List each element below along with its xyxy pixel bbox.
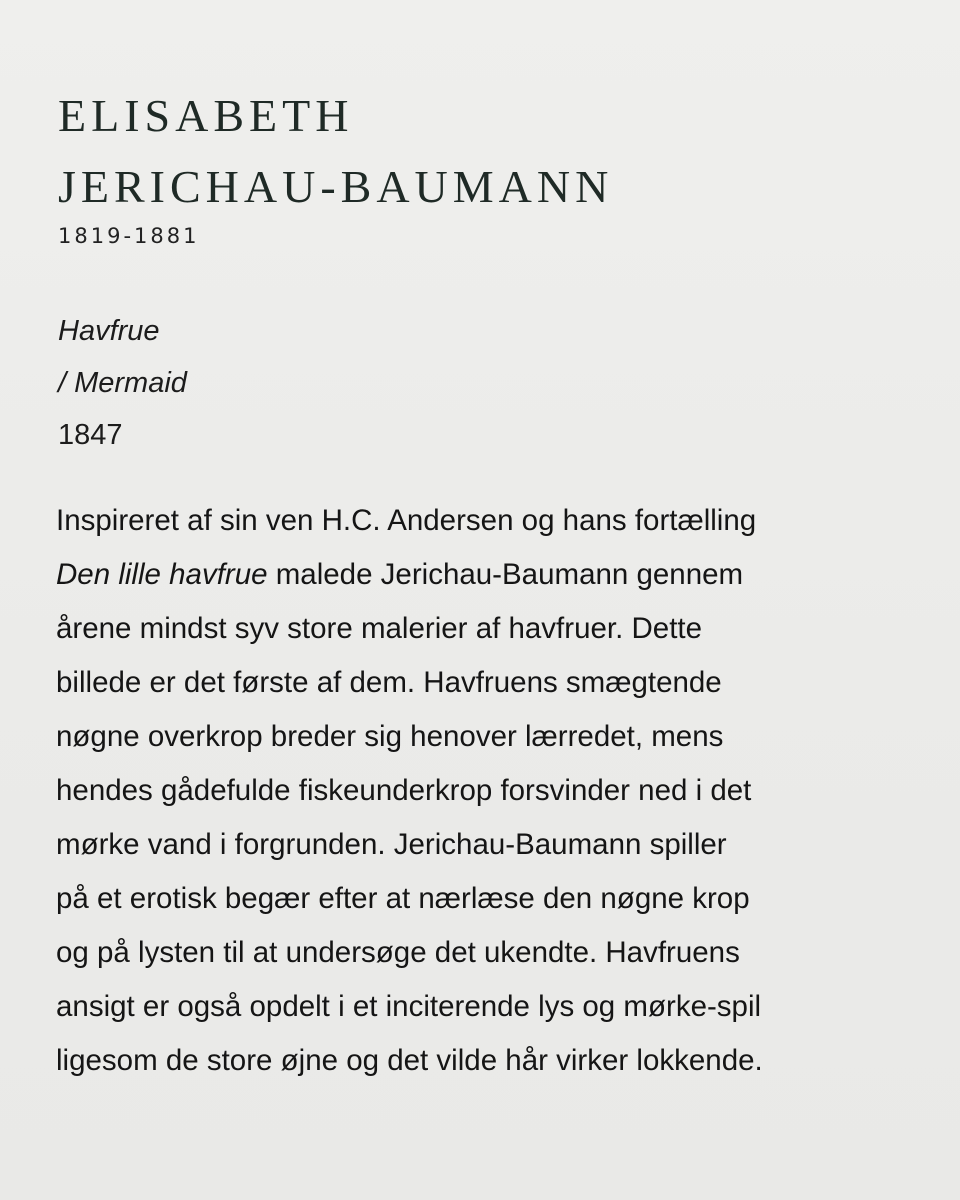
description-line: mørke vand i forgrunden. Jerichau-Baumann spiller [56,828,727,861]
description-line: Inspireret af sin ven H.C. Andersen og hans fortælling [56,504,757,537]
description-line: ligesom de store øjne og det vilde hår virker lokkende. [56,1044,763,1077]
description-line: årene mindst syv store malerier af havfruer. Dette [56,612,702,645]
description-line [56,548,936,602]
artist-name-line2: JERICHAU-BAUMANN [58,161,614,212]
description-line: og på lysten til at undersøge det ukendte. Havfruens [56,936,740,969]
description-line: nøgne overkrop breder sig henover lærredet, mens [56,720,724,753]
artist-name [58,80,613,222]
description-line: ansigt er også opdelt i et inciterende lys og mørke-spil [56,990,762,1023]
description-line: på et erotisk begær efter at nærlæse den nøgne krop [56,882,750,915]
description-line: billede er det første af dem. Havfruens smægtende [56,666,722,699]
description-line-rest: malede Jerichau-Baumann gennem [267,558,744,591]
artwork-title-english: / Mermaid [58,367,187,399]
artwork-title-danish: Havfrue [58,315,160,347]
artwork-description [56,494,936,1088]
artist-life-years: 1819-1881 [58,224,200,248]
artist-name-line1: ELISABETH [58,90,354,141]
artwork-info [58,305,187,461]
artwork-year: 1847 [58,419,123,451]
description-line: hendes gådefulde fiskeunderkrop forsvinder ned i det [56,774,752,807]
referenced-work-title: Den lille havfrue [56,558,268,591]
